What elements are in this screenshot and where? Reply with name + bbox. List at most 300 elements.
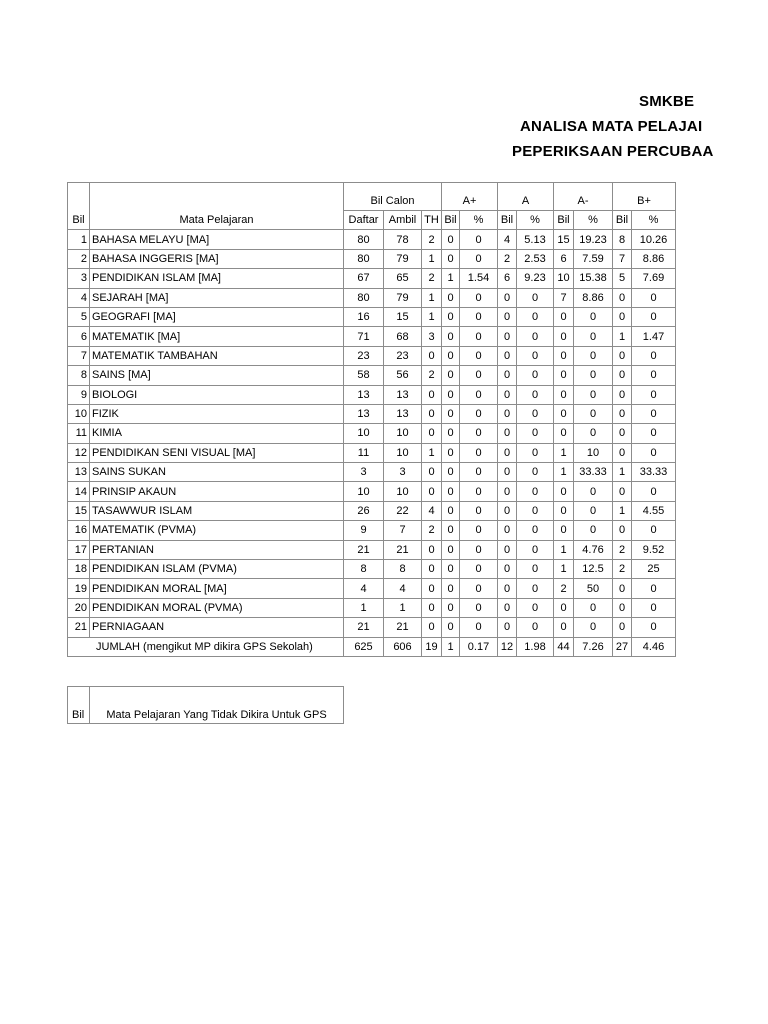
excluded-subjects-table	[67, 686, 344, 724]
table-row	[68, 482, 676, 501]
table-row	[68, 230, 676, 249]
table-row	[68, 366, 676, 385]
b-plus-bil-cell: 2	[613, 560, 632, 579]
a-bil-cell: 0	[498, 424, 517, 443]
th-cell: 2	[422, 230, 442, 249]
a-pct-cell: 0	[517, 366, 554, 385]
a-plus-bil-cell: 0	[442, 366, 460, 385]
b-plus-bil-cell: 0	[613, 521, 632, 540]
bil-cell: 20	[68, 598, 90, 617]
a-plus-bil-cell: 0	[442, 501, 460, 520]
table-row	[68, 501, 676, 520]
a-plus-bil-cell: 0	[442, 288, 460, 307]
a-plus-pct-cell: 0	[460, 230, 498, 249]
a-plus-pct-cell: 0	[460, 385, 498, 404]
a-pct-cell: 0	[517, 404, 554, 423]
a-minus-bil-total-cell: 44	[554, 637, 574, 656]
a-plus-bil-cell: 0	[442, 598, 460, 617]
subject-cell: MATEMATIK [MA]	[90, 327, 344, 346]
a-minus-bil-cell: 1	[554, 443, 574, 462]
a-bil-cell: 2	[498, 249, 517, 268]
b-plus-bil-cell: 5	[613, 269, 632, 288]
a-minus-bil-cell: 7	[554, 288, 574, 307]
a-bil-cell: 0	[498, 346, 517, 365]
daftar-cell: 21	[344, 540, 384, 559]
a-plus-bil-cell: 0	[442, 482, 460, 501]
a-pct-cell: 0	[517, 540, 554, 559]
a-bil-cell: 0	[498, 385, 517, 404]
daftar-cell: 23	[344, 346, 384, 365]
subject-cell: GEOGRAFI [MA]	[90, 307, 344, 326]
subject-cell: BAHASA INGGERIS [MA]	[90, 249, 344, 268]
a-pct-cell: 0	[517, 463, 554, 482]
a-pct-cell: 0	[517, 579, 554, 598]
th-cell: 1	[422, 307, 442, 326]
b-plus-pct-total-cell: 4.46	[632, 637, 676, 656]
a-pct-cell: 2.53	[517, 249, 554, 268]
a-plus-bil-cell: 0	[442, 560, 460, 579]
table-row	[68, 618, 676, 637]
a-bil-cell: 0	[498, 521, 517, 540]
daftar-cell: 58	[344, 366, 384, 385]
ambil-cell: 68	[384, 327, 422, 346]
a-bil-cell: 0	[498, 404, 517, 423]
subject-cell: KIMIA	[90, 424, 344, 443]
a-pct-cell: 0	[517, 618, 554, 637]
a-plus-pct-cell: 0	[460, 327, 498, 346]
th-header: TH	[422, 211, 442, 230]
a-plus-pct-cell: 1.54	[460, 269, 498, 288]
th-cell: 2	[422, 269, 442, 288]
th-cell: 0	[422, 424, 442, 443]
subject-cell: SEJARAH [MA]	[90, 288, 344, 307]
a-pct-cell: 0	[517, 501, 554, 520]
th-cell: 0	[422, 482, 442, 501]
a-minus-bil-cell: 0	[554, 327, 574, 346]
th-cell: 1	[422, 288, 442, 307]
a-plus-pct-cell: 0	[460, 482, 498, 501]
table-row	[68, 443, 676, 462]
daftar-cell: 16	[344, 307, 384, 326]
a-plus-bil-cell: 0	[442, 404, 460, 423]
a-minus-bil-cell: 0	[554, 482, 574, 501]
daftar-cell: 71	[344, 327, 384, 346]
bil-cell: 18	[68, 560, 90, 579]
b-plus-pct-cell: 0	[632, 346, 676, 365]
th-cell: 0	[422, 404, 442, 423]
subject-cell: MATEMATIK TAMBAHAN	[90, 346, 344, 365]
table-row	[68, 404, 676, 423]
a-pct-cell: 5.13	[517, 230, 554, 249]
b-plus-bil-cell: 0	[613, 598, 632, 617]
ambil-cell: 13	[384, 385, 422, 404]
exam-title: PEPERIKSAAN PERCUBAA	[512, 143, 714, 160]
b-plus-bil-cell: 0	[613, 618, 632, 637]
a-bil-cell: 0	[498, 560, 517, 579]
a-plus-bil-cell: 0	[442, 307, 460, 326]
a-plus-header: A+	[442, 192, 498, 211]
daftar-cell: 10	[344, 424, 384, 443]
b-plus-pct-cell: 33.33	[632, 463, 676, 482]
a-minus-pct-cell: 0	[574, 307, 613, 326]
a-pct-cell: 0	[517, 598, 554, 617]
subject-cell: SAINS SUKAN	[90, 463, 344, 482]
a-bil-cell: 0	[498, 501, 517, 520]
a-bil-cell: 0	[498, 579, 517, 598]
a-pct-total-cell: 1.98	[517, 637, 554, 656]
daftar-cell: 80	[344, 288, 384, 307]
subject-cell: MATEMATIK (PVMA)	[90, 521, 344, 540]
b-plus-pct-cell: 0	[632, 424, 676, 443]
bil-cell: 5	[68, 307, 90, 326]
a-plus-bil-cell: 1	[442, 269, 460, 288]
bil-cell: 10	[68, 404, 90, 423]
ambil-cell: 1	[384, 598, 422, 617]
table-row	[68, 598, 676, 617]
a-bil-cell: 0	[498, 327, 517, 346]
th-cell: 0	[422, 579, 442, 598]
th-cell: 0	[422, 385, 442, 404]
th-cell: 0	[422, 598, 442, 617]
a-plus-bil-header: Bil	[442, 211, 460, 230]
a-minus-pct-cell: 0	[574, 501, 613, 520]
a-plus-pct-cell: 0	[460, 249, 498, 268]
a-plus-pct-cell: 0	[460, 540, 498, 559]
a-minus-bil-cell: 0	[554, 346, 574, 365]
ambil-cell: 65	[384, 269, 422, 288]
a-minus-pct-cell: 10	[574, 443, 613, 462]
subject-cell: BIOLOGI	[90, 385, 344, 404]
excluded-bil-header: Bil	[68, 687, 90, 724]
a-plus-pct-cell: 0	[460, 560, 498, 579]
table-row	[68, 424, 676, 443]
excluded-header-row	[68, 687, 344, 724]
a-bil-cell: 0	[498, 618, 517, 637]
a-minus-bil-cell: 0	[554, 366, 574, 385]
bil-cell: 17	[68, 540, 90, 559]
a-bil-cell: 0	[498, 463, 517, 482]
ambil-cell: 78	[384, 230, 422, 249]
bil-cell: 3	[68, 269, 90, 288]
a-plus-bil-cell: 0	[442, 521, 460, 540]
a-bil-cell: 0	[498, 288, 517, 307]
th-cell: 0	[422, 346, 442, 365]
b-plus-bil-cell: 0	[613, 366, 632, 385]
table-row	[68, 249, 676, 268]
th-cell: 1	[422, 443, 442, 462]
table-row	[68, 288, 676, 307]
b-plus-pct-cell: 0	[632, 598, 676, 617]
b-plus-pct-cell: 0	[632, 579, 676, 598]
a-minus-bil-cell: 0	[554, 598, 574, 617]
ambil-cell: 15	[384, 307, 422, 326]
a-minus-bil-cell: 10	[554, 269, 574, 288]
a-plus-pct-cell: 0	[460, 366, 498, 385]
a-minus-bil-cell: 2	[554, 579, 574, 598]
a-minus-pct-cell: 50	[574, 579, 613, 598]
bil-cell: 1	[68, 230, 90, 249]
b-plus-pct-cell: 10.26	[632, 230, 676, 249]
a-minus-pct-cell: 8.86	[574, 288, 613, 307]
daftar-cell: 13	[344, 385, 384, 404]
a-minus-pct-cell: 0	[574, 482, 613, 501]
b-plus-bil-cell: 0	[613, 288, 632, 307]
table-row	[68, 385, 676, 404]
th-cell: 1	[422, 249, 442, 268]
a-plus-bil-cell: 0	[442, 385, 460, 404]
table-row	[68, 540, 676, 559]
a-pct-cell: 0	[517, 424, 554, 443]
a-plus-bil-cell: 0	[442, 618, 460, 637]
bil-cell: 9	[68, 385, 90, 404]
b-plus-pct-cell: 0	[632, 443, 676, 462]
a-pct-cell: 9.23	[517, 269, 554, 288]
b-plus-bil-cell: 2	[613, 540, 632, 559]
a-pct-header: %	[517, 211, 554, 230]
subject-cell: PENDIDIKAN MORAL [MA]	[90, 579, 344, 598]
a-minus-pct-cell: 12.5	[574, 560, 613, 579]
header-spacer-row	[68, 183, 676, 193]
a-pct-cell: 0	[517, 443, 554, 462]
b-plus-bil-cell: 0	[613, 443, 632, 462]
th-cell: 0	[422, 618, 442, 637]
ambil-header: Ambil	[384, 211, 422, 230]
daftar-cell: 10	[344, 482, 384, 501]
a-plus-pct-cell: 0	[460, 521, 498, 540]
a-minus-pct-cell: 33.33	[574, 463, 613, 482]
daftar-total-cell: 625	[344, 637, 384, 656]
a-pct-cell: 0	[517, 482, 554, 501]
b-plus-pct-cell: 4.55	[632, 501, 676, 520]
a-bil-total-cell: 12	[498, 637, 517, 656]
a-minus-bil-header: Bil	[554, 211, 574, 230]
table-row	[68, 327, 676, 346]
b-plus-pct-cell: 7.69	[632, 269, 676, 288]
daftar-cell: 21	[344, 618, 384, 637]
a-minus-bil-cell: 1	[554, 560, 574, 579]
subject-cell: BAHASA MELAYU [MA]	[90, 230, 344, 249]
a-minus-bil-cell: 0	[554, 521, 574, 540]
a-pct-cell: 0	[517, 288, 554, 307]
a-plus-pct-cell: 0	[460, 443, 498, 462]
bil-cell: 14	[68, 482, 90, 501]
report-header	[0, 0, 768, 170]
bil-cell: 6	[68, 327, 90, 346]
daftar-cell: 80	[344, 230, 384, 249]
a-minus-pct-cell: 19.23	[574, 230, 613, 249]
a-minus-bil-cell: 0	[554, 618, 574, 637]
daftar-cell: 11	[344, 443, 384, 462]
a-plus-pct-header: %	[460, 211, 498, 230]
subject-cell: PENDIDIKAN ISLAM [MA]	[90, 269, 344, 288]
b-plus-pct-cell: 8.86	[632, 249, 676, 268]
b-plus-bil-cell: 1	[613, 463, 632, 482]
a-plus-bil-cell: 0	[442, 540, 460, 559]
th-cell: 2	[422, 366, 442, 385]
ambil-cell: 13	[384, 404, 422, 423]
table-row	[68, 269, 676, 288]
a-pct-cell: 0	[517, 385, 554, 404]
a-bil-cell: 4	[498, 230, 517, 249]
a-bil-header: Bil	[498, 211, 517, 230]
a-minus-pct-cell: 0	[574, 404, 613, 423]
a-minus-pct-cell: 0	[574, 521, 613, 540]
th-cell: 0	[422, 540, 442, 559]
a-plus-bil-cell: 0	[442, 327, 460, 346]
bil-cell: 4	[68, 288, 90, 307]
a-minus-bil-cell: 1	[554, 463, 574, 482]
b-plus-bil-cell: 0	[613, 346, 632, 365]
a-minus-pct-cell: 0	[574, 598, 613, 617]
a-bil-cell: 0	[498, 366, 517, 385]
table-row	[68, 307, 676, 326]
a-minus-bil-cell: 0	[554, 404, 574, 423]
daftar-cell: 3	[344, 463, 384, 482]
total-label: JUMLAH (mengikut MP dikira GPS Sekolah)	[68, 637, 344, 656]
a-plus-pct-cell: 0	[460, 618, 498, 637]
b-plus-bil-cell: 1	[613, 501, 632, 520]
bil-cell: 2	[68, 249, 90, 268]
th-cell: 4	[422, 501, 442, 520]
ambil-cell: 79	[384, 249, 422, 268]
a-plus-pct-cell: 0	[460, 579, 498, 598]
subject-cell: TASAWWUR ISLAM	[90, 501, 344, 520]
b-plus-pct-cell: 1.47	[632, 327, 676, 346]
daftar-cell: 67	[344, 269, 384, 288]
a-minus-pct-cell: 0	[574, 327, 613, 346]
a-plus-bil-cell: 0	[442, 579, 460, 598]
ambil-cell: 3	[384, 463, 422, 482]
b-plus-bil-total-cell: 27	[613, 637, 632, 656]
a-plus-pct-cell: 0	[460, 598, 498, 617]
th-total-cell: 19	[422, 637, 442, 656]
report-title: ANALISA MATA PELAJAI	[520, 118, 703, 135]
bil-header: Bil	[68, 211, 90, 230]
bil-cell: 19	[68, 579, 90, 598]
a-plus-bil-cell: 0	[442, 346, 460, 365]
school-name: SMKBE	[639, 93, 695, 110]
bil-cell: 7	[68, 346, 90, 365]
subject-cell: PRINSIP AKAUN	[90, 482, 344, 501]
a-minus-pct-cell: 7.59	[574, 249, 613, 268]
b-plus-bil-cell: 7	[613, 249, 632, 268]
a-header: A	[498, 192, 554, 211]
ambil-cell: 21	[384, 618, 422, 637]
a-minus-pct-cell: 0	[574, 618, 613, 637]
table-row	[68, 346, 676, 365]
a-minus-pct-cell: 15.38	[574, 269, 613, 288]
a-minus-pct-cell: 0	[574, 385, 613, 404]
daftar-cell: 80	[344, 249, 384, 268]
b-plus-bil-cell: 1	[613, 327, 632, 346]
a-plus-bil-cell: 0	[442, 463, 460, 482]
a-pct-cell: 0	[517, 307, 554, 326]
a-bil-cell: 0	[498, 443, 517, 462]
daftar-cell: 4	[344, 579, 384, 598]
bil-cell: 8	[68, 366, 90, 385]
a-minus-pct-cell: 0	[574, 424, 613, 443]
a-minus-bil-cell: 15	[554, 230, 574, 249]
table-row	[68, 463, 676, 482]
bil-cell: 15	[68, 501, 90, 520]
ambil-cell: 8	[384, 560, 422, 579]
b-plus-pct-cell: 9.52	[632, 540, 676, 559]
daftar-cell: 9	[344, 521, 384, 540]
a-plus-pct-cell: 0	[460, 463, 498, 482]
subject-analysis-table	[67, 182, 676, 657]
subject-cell: PENDIDIKAN MORAL (PVMA)	[90, 598, 344, 617]
subject-cell: PERNIAGAAN	[90, 618, 344, 637]
a-plus-bil-cell: 0	[442, 424, 460, 443]
th-cell: 2	[422, 521, 442, 540]
b-plus-pct-header: %	[632, 211, 676, 230]
bil-calon-header: Bil Calon	[344, 192, 442, 211]
ambil-cell: 10	[384, 443, 422, 462]
table-row	[68, 579, 676, 598]
subject-cell: PENDIDIKAN ISLAM (PVMA)	[90, 560, 344, 579]
subject-cell: SAINS [MA]	[90, 366, 344, 385]
a-plus-pct-cell: 0	[460, 307, 498, 326]
b-plus-pct-cell: 0	[632, 366, 676, 385]
total-row	[68, 637, 676, 656]
mata-pelajaran-header: Mata Pelajaran	[90, 211, 344, 230]
subject-cell: FIZIK	[90, 404, 344, 423]
daftar-cell: 26	[344, 501, 384, 520]
a-plus-bil-cell: 0	[442, 443, 460, 462]
a-plus-pct-cell: 0	[460, 424, 498, 443]
a-plus-pct-cell: 0	[460, 501, 498, 520]
a-pct-cell: 0	[517, 521, 554, 540]
bil-cell: 12	[68, 443, 90, 462]
daftar-cell: 8	[344, 560, 384, 579]
ambil-cell: 21	[384, 540, 422, 559]
daftar-cell: 1	[344, 598, 384, 617]
a-plus-pct-cell: 0	[460, 346, 498, 365]
a-bil-cell: 0	[498, 482, 517, 501]
ambil-cell: 10	[384, 424, 422, 443]
ambil-cell: 23	[384, 346, 422, 365]
daftar-header: Daftar	[344, 211, 384, 230]
excluded-title: Mata Pelajaran Yang Tidak Dikira Untuk GPS	[90, 687, 344, 724]
ambil-total-cell: 606	[384, 637, 422, 656]
a-plus-pct-total-cell: 0.17	[460, 637, 498, 656]
bil-cell: 13	[68, 463, 90, 482]
b-plus-pct-cell: 0	[632, 288, 676, 307]
b-plus-bil-cell: 8	[613, 230, 632, 249]
ambil-cell: 10	[384, 482, 422, 501]
a-pct-cell: 0	[517, 560, 554, 579]
b-plus-pct-cell: 0	[632, 521, 676, 540]
a-plus-bil-cell: 0	[442, 249, 460, 268]
a-minus-bil-cell: 0	[554, 385, 574, 404]
a-minus-bil-cell: 0	[554, 424, 574, 443]
b-plus-bil-cell: 0	[613, 307, 632, 326]
a-minus-bil-cell: 0	[554, 501, 574, 520]
th-cell: 3	[422, 327, 442, 346]
th-cell: 0	[422, 463, 442, 482]
b-plus-pct-cell: 0	[632, 307, 676, 326]
a-minus-bil-cell: 6	[554, 249, 574, 268]
column-header-row	[68, 211, 676, 230]
ambil-cell: 56	[384, 366, 422, 385]
ambil-cell: 79	[384, 288, 422, 307]
a-minus-bil-cell: 0	[554, 307, 574, 326]
a-minus-pct-cell: 4.76	[574, 540, 613, 559]
daftar-cell: 13	[344, 404, 384, 423]
b-plus-bil-cell: 0	[613, 482, 632, 501]
a-minus-bil-cell: 1	[554, 540, 574, 559]
subject-cell: PENDIDIKAN SENI VISUAL [MA]	[90, 443, 344, 462]
